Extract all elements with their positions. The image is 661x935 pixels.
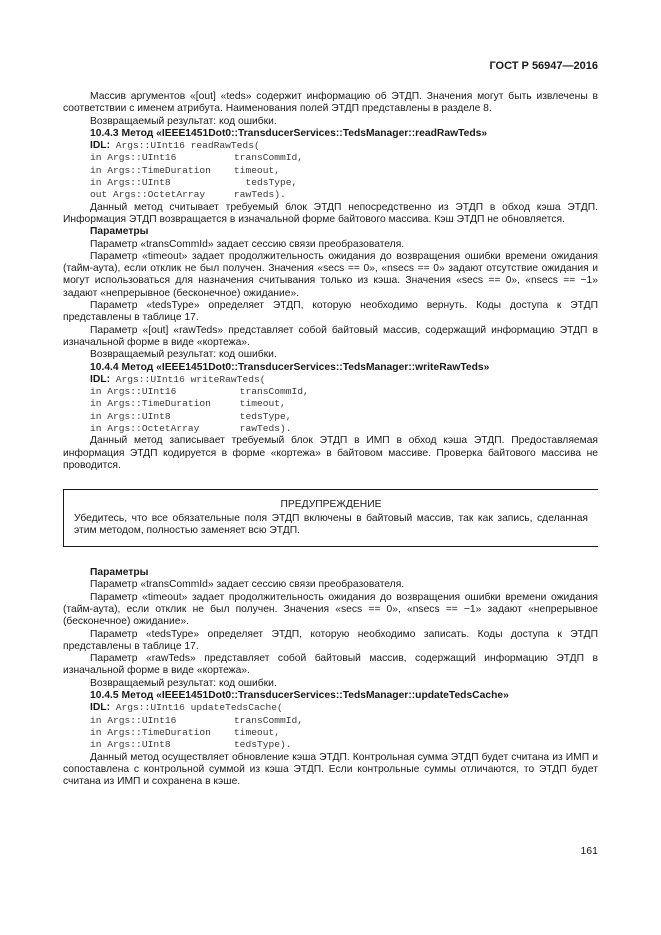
return-value: Возвращаемый результат: код ошибки.: [90, 677, 277, 689]
method-description: Данный метод записывает требуемый блок ЭТДП в ИМП в обход кэша ЭТДП. Предоставляемая информация ЭТДП кодируется в форме «кортежа» в байтовом массиве. Проверка байтового массива не проводится.: [63, 435, 598, 471]
idl-line: in Args::UInt16 transCommId,: [90, 386, 309, 398]
idl-line: [63, 702, 598, 714]
idl-label: IDL:: [90, 373, 111, 385]
page-number: 161: [580, 845, 598, 857]
idl-line: in Args::UInt16 transCommId,: [90, 714, 304, 726]
idl-line: in Args::UInt8 tedsType).: [90, 739, 292, 751]
method-description: Данный метод осуществляет обновление кэша ЭТДП. Контрольная сумма ЭТДП будет считана из ИМП и сопоставлена с контрольной суммой из кэша ЭТДП. Если контрольные суммы отличаются, то ЭТДП будет считана из ИМП и сохранена в кэше.: [63, 751, 598, 788]
idl-line: out Args::OctetArray rawTeds).: [90, 189, 286, 201]
idl-label: IDL:: [90, 140, 111, 152]
idl-line: in Args::TimeDuration timeout,: [90, 164, 280, 176]
param-description: Параметр «rawTeds» представляет собой байтовый массив, содержащий информацию ЭТДП в изначальной форме в виде «кортежа».: [63, 653, 598, 677]
param-description: Параметр «timeout» задает продолжительность ожидания до возвращения ошибки времени ожидания (тайм-аута), если отклик не был получен. Значения «secs == 0», «nsecs == 0» задают отсутствие ожидания и могут использоваться для назначения считывания только из кэша. Значения «secs == 0», «nsecs == −1» задают «непрерывное (бесконечное) ожидание».: [63, 250, 598, 299]
idl-line: in Args::OctetArray rawTeds).: [90, 423, 292, 435]
warning-title: ПРЕДУПРЕЖДЕНИЕ: [280, 499, 382, 511]
idl-line: in Args::TimeDuration timeout,: [90, 726, 280, 738]
intro-paragraph: Массив аргументов «[out] «teds» содержит информацию об ЭТДП. Значения могут быть извлечены в соответствии с именем атрибута. Наименования полей ЭТДП представлены в разделе 8.: [63, 91, 598, 115]
idl-line: [63, 374, 598, 386]
params-heading: Параметры: [90, 567, 149, 579]
idl-line: in Args::UInt8 tedsType,: [90, 177, 298, 189]
idl-line: in Args::UInt16 transCommId,: [90, 152, 304, 164]
warning-box: [63, 489, 598, 547]
idl-line: in Args::UInt8 tedsType,: [90, 410, 292, 422]
param-description: Параметр «[out] «rawTeds» представляет собой байтовый массив, содержащий информацию ЭТДП в изначальной форме в виде «кортежа».: [63, 324, 598, 348]
params-heading: Параметры: [90, 226, 149, 238]
warning-text: Убедитесь, что все обязательные поля ЭТДП включены в байтовый массив, так как запись, сделанная этим методом, полностью заменяет всю ЭТДП.: [74, 512, 588, 536]
page-header-standard-number: ГОСТ Р 56947—2016: [489, 60, 598, 72]
param-description: Параметр «transCommId» задает сессию связи преобразователя.: [90, 579, 405, 591]
intro-return-value: Возвращаемый результат: код ошибки.: [90, 115, 277, 127]
method-description: Данный метод считывает требуемый блок ЭТДП непосредственно из ЭТДП в обход кэша ЭТДП. Информация ЭТДП возвращается в изначальной форме байтового массива. Кэш ЭТДП не обновляется.: [63, 201, 598, 225]
idl-signature: Args::UInt16 writeRawTeds(: [110, 373, 266, 385]
section-title-readrawteds: 10.4.3 Метод «IEEE1451Dot0::TransducerServices::TedsManager::readRawTeds»: [90, 127, 488, 139]
idl-line: [63, 140, 598, 152]
section-title-updatetedscache: 10.4.5 Метод «IEEE1451Dot0::TransducerServices::TedsManager::updateTedsCache»: [90, 690, 509, 702]
page-content: [63, 91, 598, 788]
idl-line: in Args::TimeDuration timeout,: [90, 398, 286, 410]
section-title-writerawteds: 10.4.4 Метод «IEEE1451Dot0::TransducerServices::TedsManager::writeRawTeds»: [90, 361, 490, 373]
param-description: Параметр «timeout» задает продолжительность ожидания до возвращения ошибки времени ожидания (тайм-аута), если отклик не был получен. Значения «secs == 0», «nsecs == −1» задают «непрерывное (бесконечное) ожидание».: [63, 591, 598, 628]
idl-signature: Args::UInt16 updateTedsCache(: [110, 702, 283, 714]
param-description: Параметр «tedsType» определяет ЭТДП, которую необходимо записать. Коды доступа к ЭТДП представлены в таблице 17.: [63, 628, 598, 652]
return-value: Возвращаемый результат: код ошибки.: [90, 349, 277, 361]
idl-signature: Args::UInt16 readRawTeds(: [110, 140, 260, 152]
idl-label: IDL:: [90, 702, 111, 714]
param-description: Параметр «transCommId» задает сессию связи преобразователя.: [90, 238, 405, 250]
param-description: Параметр «tedsType» определяет ЭТДП, которую необходимо вернуть. Коды доступа к ЭТДП представлены в таблице 17.: [63, 300, 598, 324]
